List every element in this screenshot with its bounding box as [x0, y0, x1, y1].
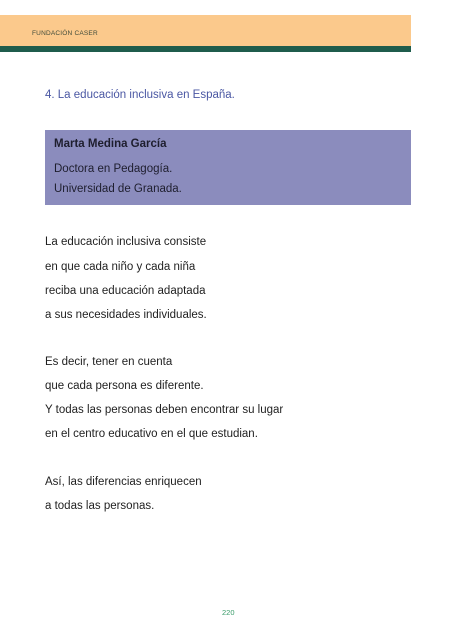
body-line: Así, las diferencias enriquecen: [45, 476, 202, 488]
page-number: 220: [222, 608, 235, 617]
body-line: que cada persona es diferente.: [45, 380, 204, 392]
body-line: a todas las personas.: [45, 500, 155, 512]
body-line: Y todas las personas deben encontrar su lugar: [45, 404, 284, 416]
author-title: Doctora en Pedagogía.: [54, 163, 173, 175]
author-name: Marta Medina García: [54, 138, 167, 150]
author-affiliation: Universidad de Granada.: [54, 183, 182, 195]
body-line: en el centro educativo en el que estudian.: [45, 428, 258, 440]
body-line: La educación inclusiva consiste: [45, 236, 207, 248]
header-rule: [0, 46, 411, 52]
body-line: reciba una educación adaptada: [45, 285, 206, 297]
body-line: en que cada niño y cada niña: [45, 261, 196, 273]
body-line: Es decir, tener en cuenta: [45, 356, 173, 368]
section-title: 4. La educación inclusiva en España.: [45, 89, 235, 101]
header-label: FUNDACIÓN CASER: [32, 30, 98, 37]
body-line: a sus necesidades individuales.: [45, 309, 207, 321]
